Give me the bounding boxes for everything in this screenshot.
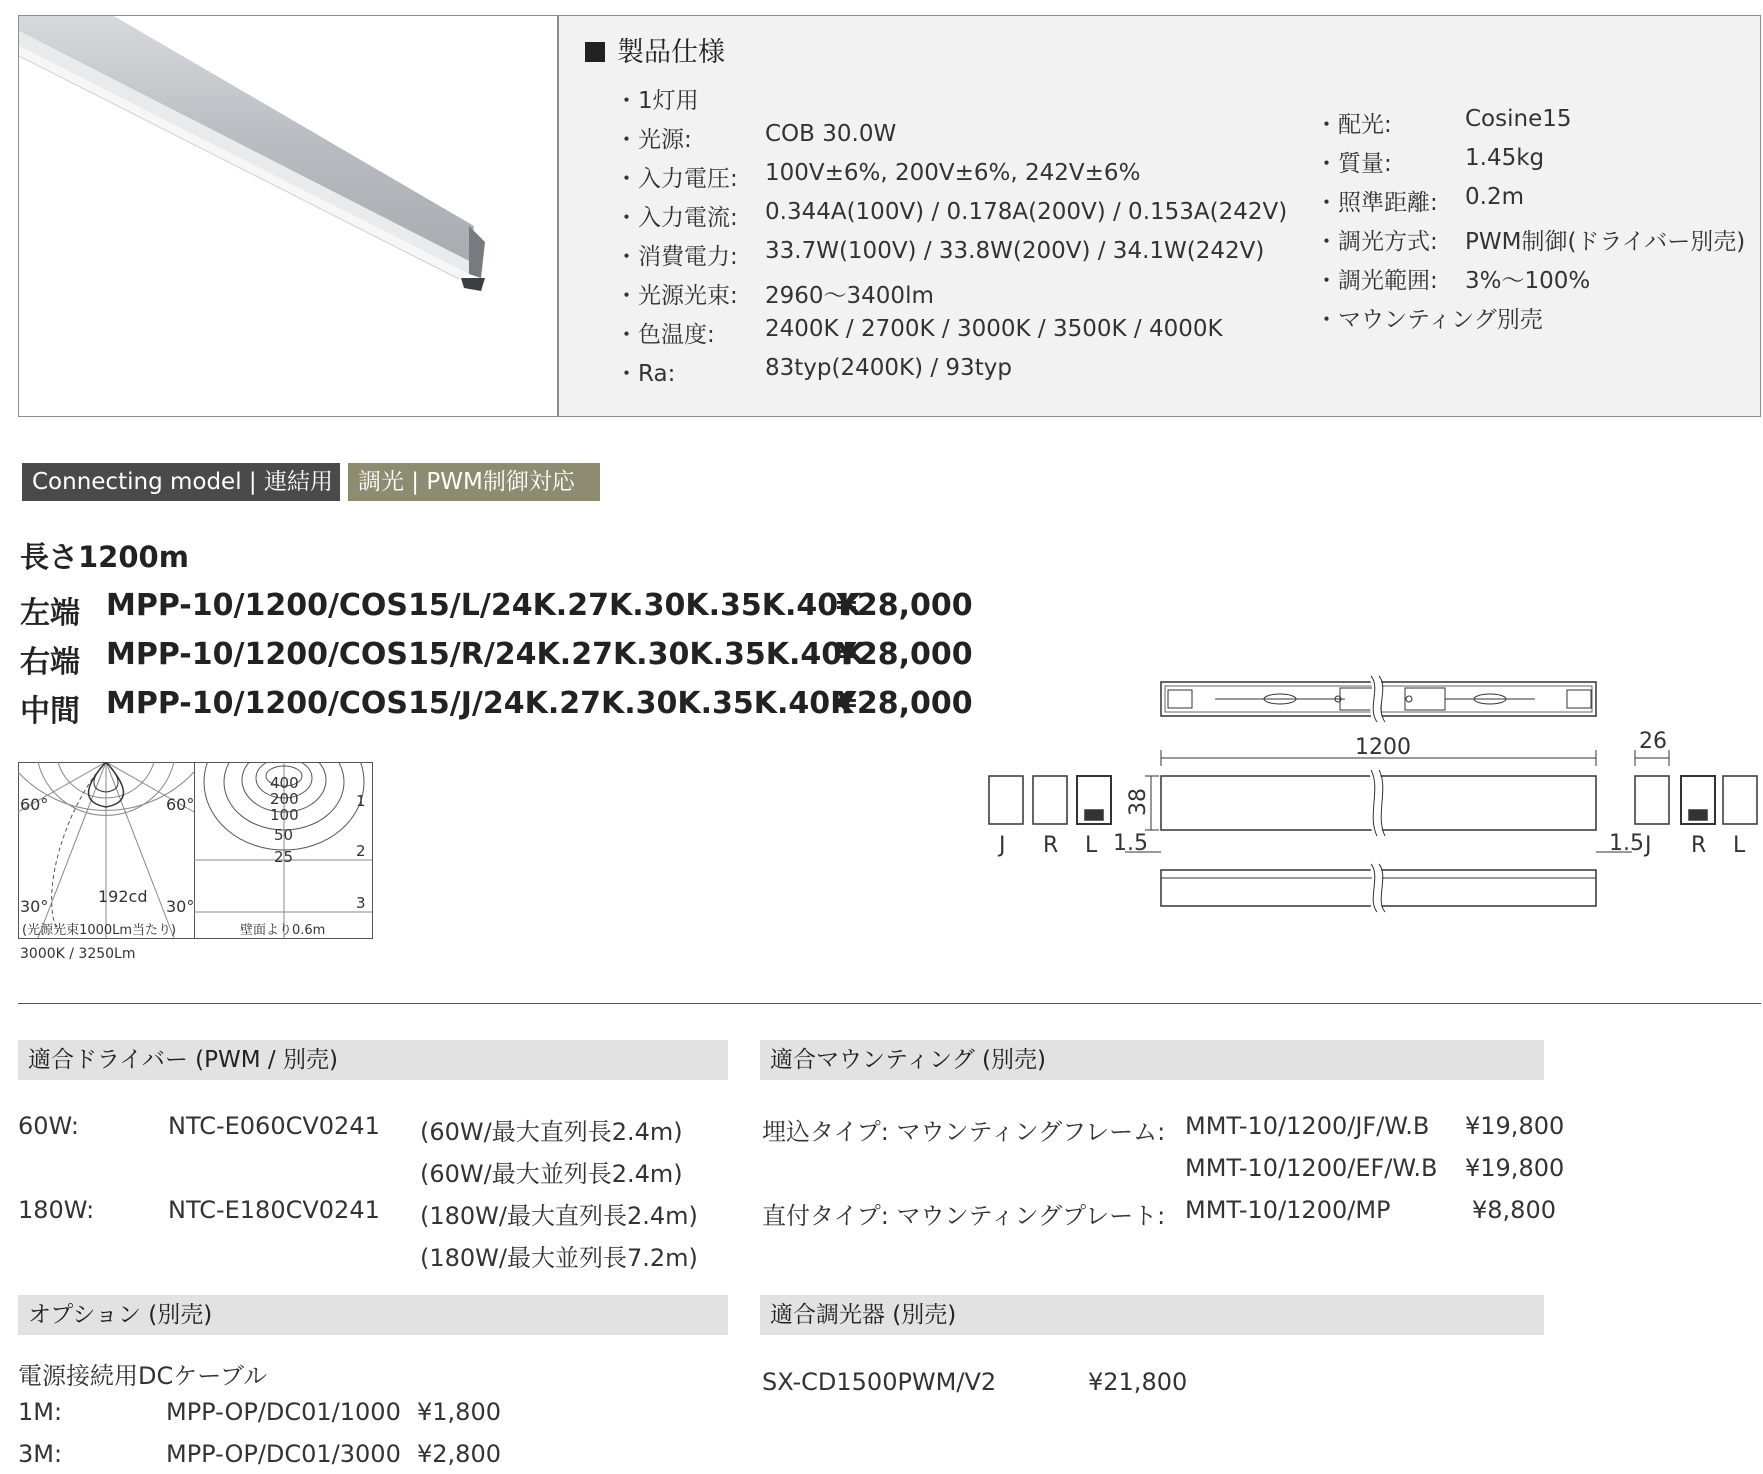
driver-note: (60W/最大並列長2.4m) — [420, 1160, 683, 1188]
dim-gap-left: 1.5 — [1113, 831, 1148, 856]
divider — [18, 1003, 1761, 1004]
lux-100: 100 — [270, 806, 299, 824]
dimmer-section-header: 適合調光器 (別売) — [760, 1295, 1544, 1335]
spec-title — [585, 30, 725, 69]
lux-50: 50 — [274, 826, 294, 844]
photometric-caption: 3000K / 3250Lm — [20, 946, 136, 962]
mounting-code: MMT-10/1200/MP — [1185, 1196, 1391, 1224]
distance-1: 1 — [356, 792, 366, 810]
spec-title-text: 製品仕様 — [617, 37, 725, 68]
mounting-type: 埋込タイプ: マウンティングフレーム: — [762, 1118, 1166, 1146]
label-r-left: R — [1043, 833, 1059, 858]
dimmer-code: SX-CD1500PWM/V2 — [762, 1368, 997, 1396]
mounting-type: 直付タイプ: マウンティングプレート: — [762, 1202, 1166, 1230]
mounting-code: MMT-10/1200/JF/W.B — [1185, 1112, 1430, 1140]
label-j-left: J — [999, 833, 1006, 858]
dim-gap-right: 1.5 — [1609, 831, 1644, 856]
angle-60-left: 60° — [20, 795, 49, 814]
length-title: 長さ1200m — [20, 540, 189, 574]
distance-2: 2 — [356, 842, 366, 860]
option-code: MPP-OP/DC01/1000 — [166, 1398, 401, 1426]
option-length: 1M: — [18, 1398, 63, 1426]
wall-note: 壁面より0.6m — [240, 923, 326, 938]
label-r-right: R — [1691, 833, 1707, 858]
angle-30-right: 30° — [166, 897, 195, 916]
mounting-section-header: 適合マウンティング (別売) — [760, 1040, 1544, 1080]
mounting-price: ¥19,800 — [1465, 1154, 1565, 1182]
dimension-drawing — [975, 670, 1761, 920]
lux-25: 25 — [274, 848, 294, 866]
distance-3: 3 — [356, 894, 366, 912]
dimming-badge: 調光 | PWM制御対応 — [348, 463, 600, 501]
lux-400: 400 — [270, 774, 299, 792]
linear-light-image — [19, 16, 558, 417]
dimmer-price: ¥21,800 — [1088, 1368, 1188, 1396]
driver-code: NTC-E180CV0241 — [168, 1196, 380, 1224]
driver-note: (180W/最大並列長7.2m) — [420, 1244, 698, 1272]
connecting-model-badge: Connecting model | 連結用 — [22, 463, 340, 501]
option-length: 3M: — [18, 1440, 63, 1468]
options-subtitle: 電源接続用DCケーブル — [18, 1362, 268, 1390]
label-l-right: L — [1733, 833, 1746, 858]
option-price: ¥1,800 — [417, 1398, 501, 1426]
driver-note: (60W/最大直列長2.4m) — [420, 1118, 683, 1146]
driver-code: NTC-E060CV0241 — [168, 1112, 380, 1140]
option-price: ¥2,800 — [417, 1440, 501, 1468]
options-section-header: オプション (別売) — [18, 1295, 728, 1335]
lux-200: 200 — [270, 790, 299, 808]
option-code: MPP-OP/DC01/3000 — [166, 1440, 401, 1468]
label-l-left: L — [1085, 833, 1098, 858]
product-photo — [18, 15, 558, 417]
mounting-code: MMT-10/1200/EF/W.B — [1185, 1154, 1438, 1182]
dim-length: 1200 — [1355, 735, 1411, 760]
mounting-price: ¥19,800 — [1465, 1112, 1565, 1140]
basis-note: (光源光束1000Lm当たり) — [22, 923, 177, 938]
candela-value: 192cd — [98, 887, 148, 906]
mounting-price: ¥8,800 — [1472, 1196, 1556, 1224]
spec-panel: 製品仕様 ・1灯用 ・光源: COB 30.0W ・入力電圧: 100V±6%, 200V±6%, 242V±6% ・入力電流: 0.344A(100V) / 0.178A(200V) / 0.153A(242V) ・消費電力: 33.7W(100V) / 33.8W(200V) / 34.1W(242V) ・光源光束: 2960〜3400lm ・色温度: 2400K / 2700K / 3000K / 3500K / 4000K ・Ra: 83typ(2400K) / 93typ ・配光: Cosine15 ・質量: 1.45kg ・照準距離: 0.2m ・調光方式: PWM制御(ドライバー別売) ・調光範囲: 3%〜100% ・マウンティング別売 — [558, 15, 1761, 417]
drivers-section-header: 適合ドライバー (PWM / 別売) — [18, 1040, 728, 1080]
driver-watt: 60W: — [18, 1112, 79, 1140]
angle-60-right: 60° — [166, 795, 195, 814]
dim-height: 38 — [1126, 788, 1151, 816]
photometric-diagram — [18, 762, 374, 966]
dim-width: 26 — [1639, 729, 1667, 754]
driver-watt: 180W: — [18, 1196, 95, 1224]
driver-note: (180W/最大直列長2.4m) — [420, 1202, 698, 1230]
label-j-right: J — [1645, 833, 1652, 858]
angle-30-left: 30° — [20, 897, 49, 916]
square-bullet-icon — [585, 42, 605, 62]
